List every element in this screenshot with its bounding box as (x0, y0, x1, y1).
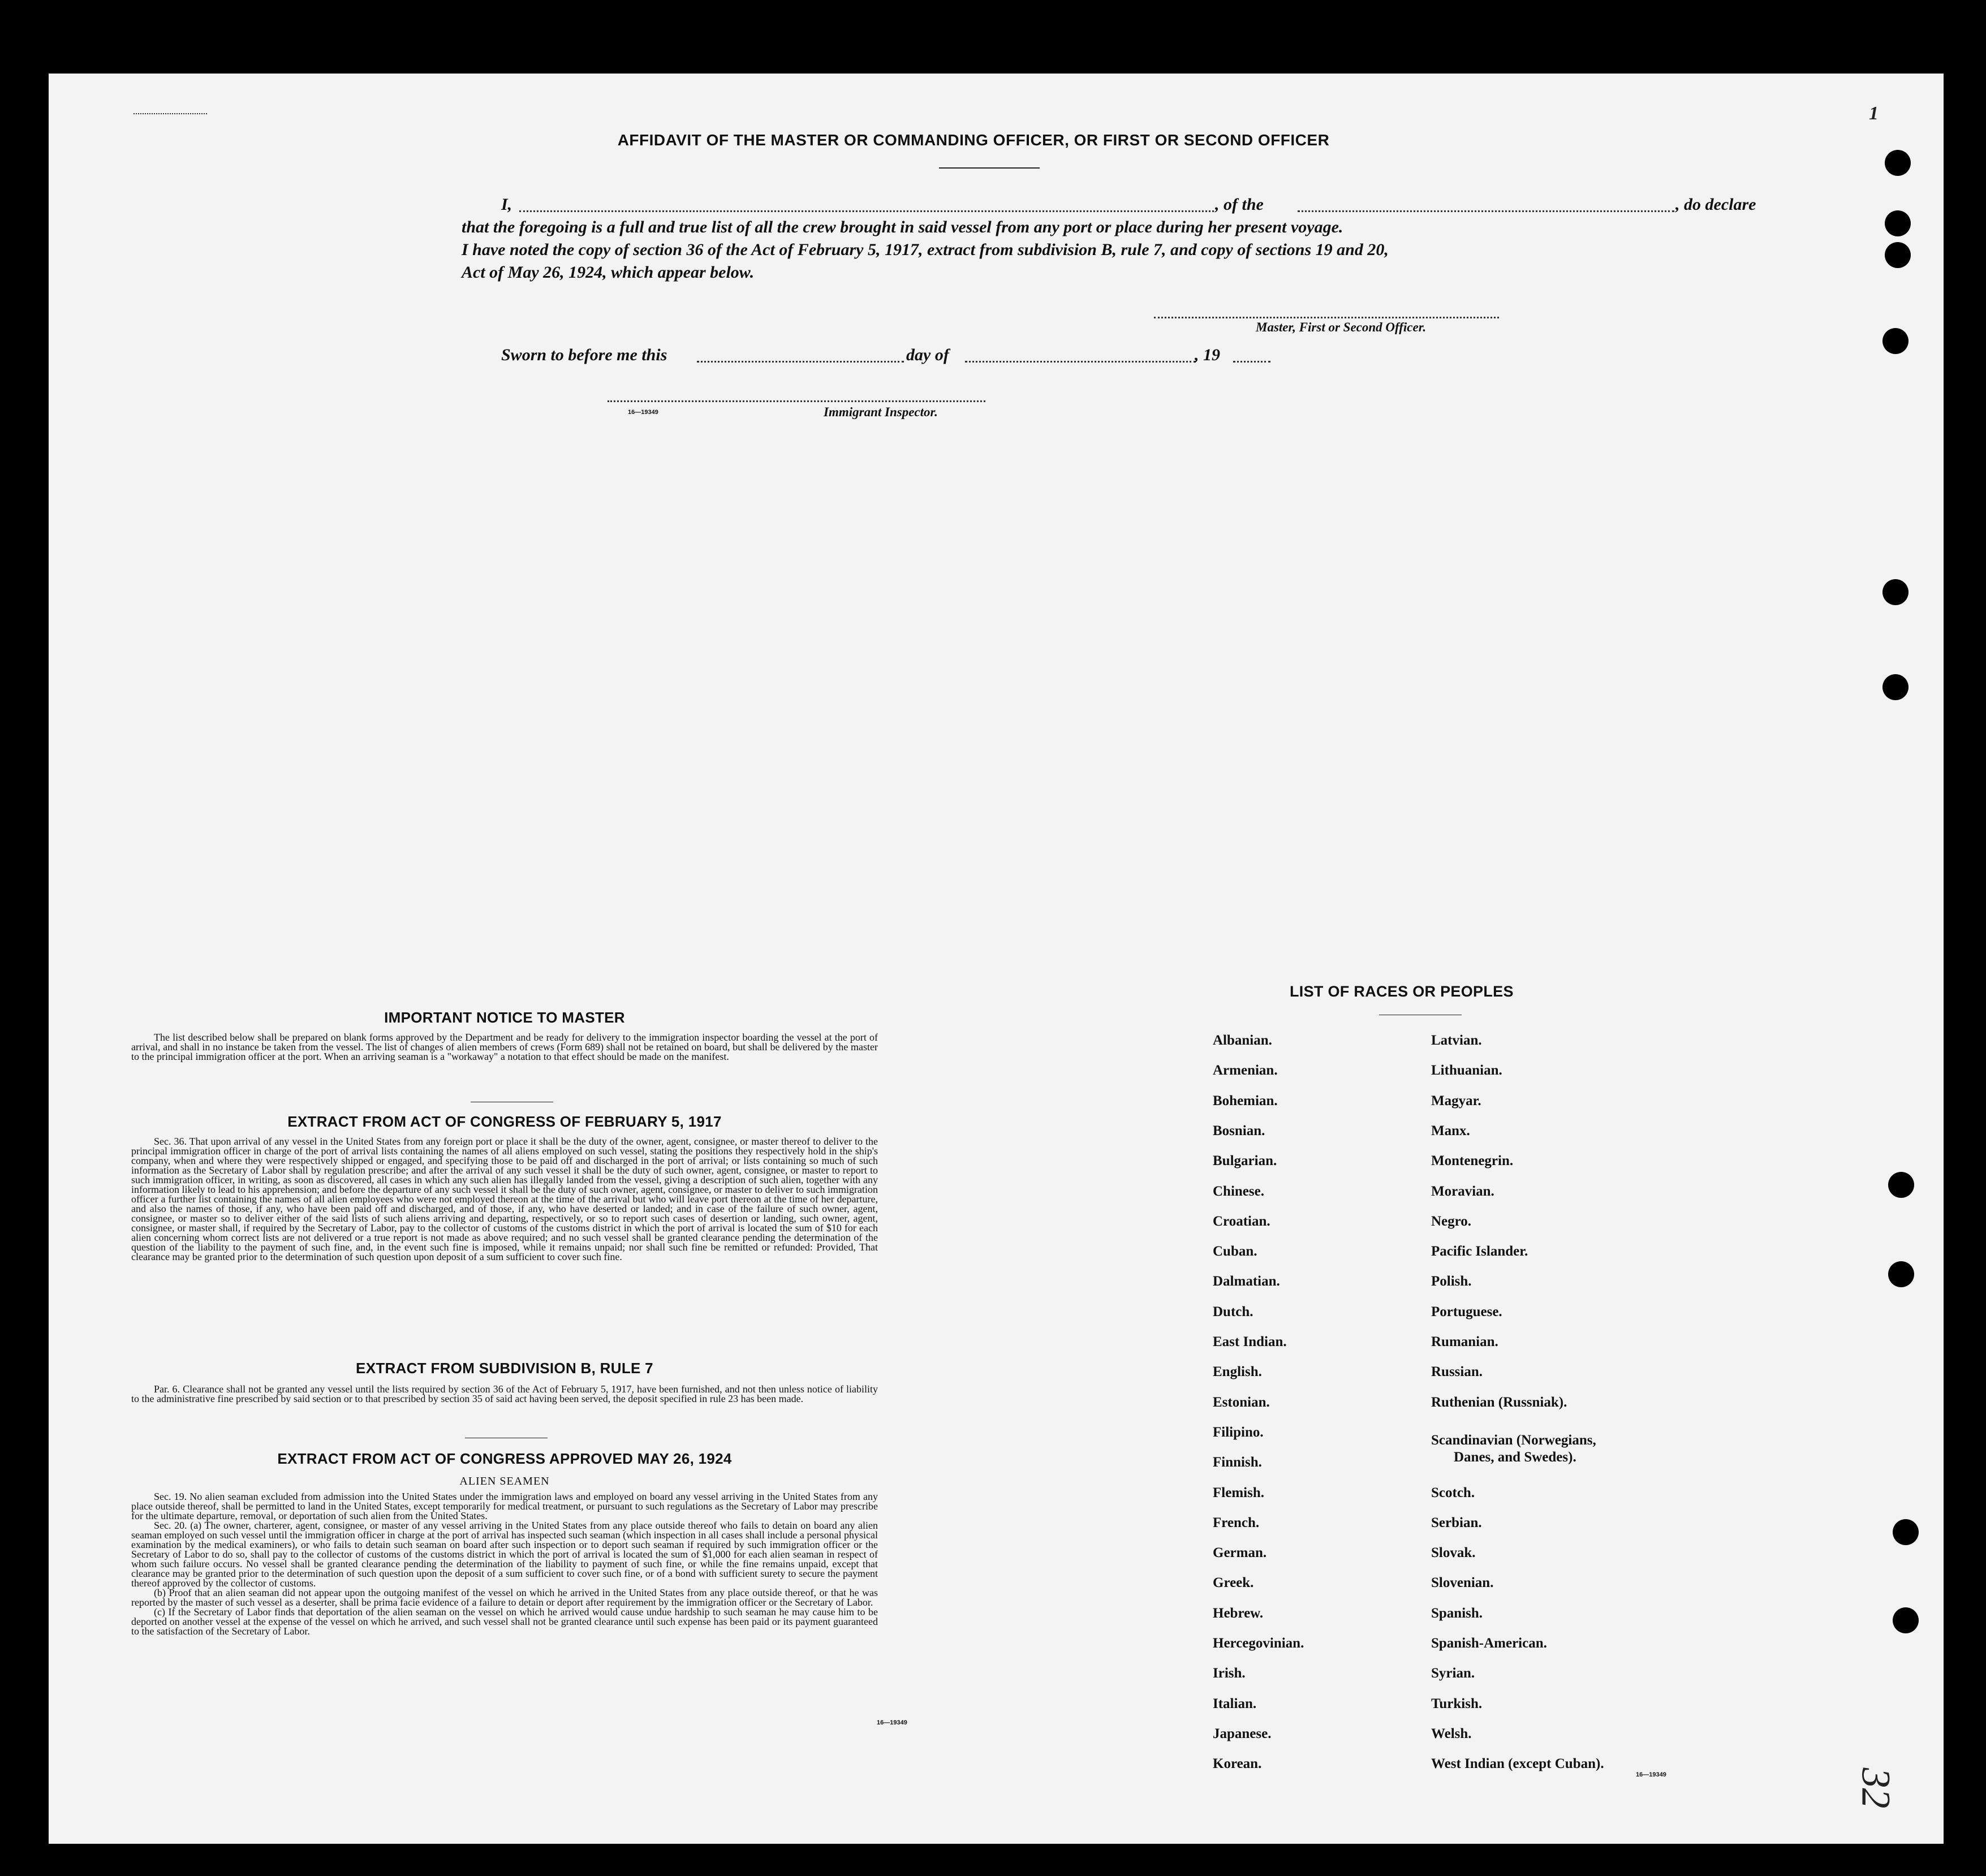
race-item: Dutch. (1213, 1304, 1253, 1319)
race-item: German. (1213, 1545, 1267, 1561)
handwritten-page-number: 32 (1853, 1767, 1899, 1809)
race-item: Rumanian. (1431, 1334, 1498, 1349)
declarant-name-blank[interactable] (519, 210, 1214, 212)
punch-hole (1882, 674, 1909, 700)
race-item: Scotch. (1431, 1485, 1475, 1500)
extract-1924-text (131, 1492, 878, 1636)
race-item: East Indian. (1213, 1334, 1287, 1349)
races-right-column (1431, 1033, 1770, 1825)
par6-paragraph: Par. 6. Clearance shall not be granted any vessel until the lists required by section 36 of the Act of February 5, 1917, have been furnished, and not then unless notice of liability to the administrative fine prescribed by said section or to that prescribed by section 35 of said act having been served, the deposit specified in rule 23 has been made. (131, 1383, 878, 1404)
race-item: Hebrew. (1213, 1605, 1264, 1621)
race-item: Polish. (1431, 1274, 1472, 1290)
affidavit-line3: I have noted the copy of section 36 of the Act of February 5, 1917, extract from subdivision B, rule 7, and copy of sections 19 and 20, (462, 240, 1389, 259)
races-title: LIST OF RACES OR PEOPLES (1290, 983, 1514, 1000)
extract-rule7-text (131, 1385, 878, 1404)
punch-hole (1882, 579, 1909, 605)
of-the-label: , of the (1215, 195, 1264, 214)
race-item: Finnish. (1213, 1455, 1262, 1470)
race-item: Flemish. (1213, 1485, 1264, 1500)
affidavit-form-number: 16—19349 (628, 409, 658, 416)
inspector-signature-line[interactable] (608, 400, 985, 402)
race-item: West Indian (except Cuban). (1431, 1756, 1604, 1772)
race-item: Ruthenian (Russniak). (1431, 1394, 1567, 1410)
affidavit-title: AFFIDAVIT OF THE MASTER OR COMMANDING OFFICER, OR FIRST OR SECOND OFFICER (617, 131, 1330, 149)
notice-title: IMPORTANT NOTICE TO MASTER (384, 1009, 625, 1026)
races-form-number: 16—19349 (1636, 1771, 1666, 1778)
race-item: Bosnian. (1213, 1123, 1265, 1138)
race-item: Serbian. (1431, 1515, 1482, 1530)
sworn-prefix: Sworn to before me this (501, 346, 667, 364)
top-right-mark: 1 (1869, 103, 1879, 124)
race-item: Manx. (1431, 1123, 1470, 1138)
race-item: Japanese. (1213, 1726, 1272, 1741)
sec20c-paragraph: (c) If the Secretary of Labor finds that deportation of the alien seaman on the vessel on which he arrived would cause undue hardship to such seaman he may cause him to be deported on another vessel at the expense of the vessel on which he arrived, and such vessel shall not be granted clearance until such expense has been paid or its payment guaranteed to the satisfaction of the Secretary of Labor. (131, 1606, 878, 1637)
punch-hole (1893, 1607, 1919, 1633)
race-item: Spanish. (1431, 1605, 1483, 1621)
race-item: Greek. (1213, 1575, 1254, 1591)
affidavit-line1 (501, 193, 1756, 216)
race-item: Bulgarian. (1213, 1153, 1277, 1169)
race-item: English. (1213, 1364, 1262, 1380)
top-left-mark (133, 113, 207, 114)
do-declare-label: , do declare (1675, 195, 1756, 214)
race-item: French. (1213, 1515, 1260, 1530)
race-item: Pacific Islander. (1431, 1244, 1528, 1260)
punch-hole (1888, 1261, 1914, 1287)
races-left-column (1213, 1033, 1416, 1825)
race-item: Cuban. (1213, 1244, 1257, 1260)
race-item: Spanish-American. (1431, 1636, 1547, 1651)
race-item: Dalmatian. (1213, 1274, 1280, 1290)
race-item: Italian. (1213, 1696, 1257, 1711)
sec20a-paragraph: Sec. 20. (a) The owner, charterer, agent, consignee, or master of any vessel arriving in the United States from any place outside thereof who fails to detain on board any alien seaman employed on such vessel until the immigration officer in charge at the port of arrival has inspected such seaman (which inspection in all cases shall include a personal physical examination by the medical examiners), or who fails to detain such seaman on board after such inspection or to deport such seaman if required by such immigration officer or the Secretary of Labor to do so, shall pay to the collector of customs of the customs district in which the port of arrival is located the sum of $1,000 for each alien seaman in respect of whom such failure occurs. No vessel shall be granted clearance pending the determination of the liability to payment of such fine, or while the fine remains unpaid, except that clearance may be granted prior to the determination of such question upon the deposit of a sum sufficient to cover such fine, or of a bond with sufficient surety to secure the payment thereof approved by the collector of customs. (131, 1520, 878, 1589)
race-item: Hercegovinian. (1213, 1636, 1304, 1651)
race-item: Lithuanian. (1431, 1063, 1502, 1079)
notice-text (131, 1033, 878, 1062)
sec20b-paragraph: (b) Proof that an alien seaman did not appear upon the outgoing manifest of the vessel on which he arrived in the United States from any place outside thereof, or that he was reported by the master of such vessel as a deserter, shall be prima facie evidence of a failure to detain or deport after requirement by the immigration officer or the Secretary of Labor. (131, 1587, 878, 1608)
race-item: Scandinavian (Norwegians, (1431, 1432, 1596, 1448)
punch-hole (1888, 1172, 1914, 1198)
affidavit-line4: Act of May 26, 1924, which appear below. (462, 263, 755, 282)
vessel-name-blank[interactable] (1298, 210, 1674, 212)
sworn-line (501, 344, 1327, 366)
race-item: Latvian. (1431, 1033, 1482, 1048)
race-item: Albanian. (1213, 1033, 1272, 1048)
race-item: Estonian. (1213, 1394, 1270, 1410)
race-item: Negro. (1431, 1213, 1472, 1229)
officer-caption: Master, First or Second Officer. (1256, 320, 1427, 334)
race-item: Syrian. (1431, 1666, 1475, 1681)
race-item: Moravian. (1431, 1183, 1494, 1199)
race-item: Turkish. (1431, 1696, 1483, 1711)
extract-1924-title: EXTRACT FROM ACT OF CONGRESS APPROVED MAY 26, 1924 (277, 1450, 732, 1467)
race-item: Magyar. (1431, 1093, 1481, 1109)
punch-hole (1893, 1519, 1919, 1545)
sec36-paragraph: Sec. 36. That upon arrival of any vessel in the United States from any foreign port or place it shall be the duty of the owner, agent, consignee, or master thereof to deliver to the principal immigration officer in charge of the port of arrival lists containing the names of all aliens employed on such vessel, stating the positions they respectively hold in the ship's company, when and where they were respectively shipped or engaged, and specifying those to be paid off and discharged in the port of arrival; or lists containing so much of such information as the Secretary of Labor shall by regulation prescribe; and after the arrival of any such vessel it shall be the duty of such owner, agent, consignee, or master to report to such immigration officer, in writing, as soon as discovered, all cases in which any such alien has illegally landed from the vessel, giving a description of such alien, together with any information likely to lead to his apprehension; and before the departure of any such vessel it shall be the duty of such owner, agent, consignee, or master to deliver to such immigration officer a further list containing the names of all alien employees who were not employed thereon at the time of the arrival but who will leave port thereon at the time of her departure, and also the names of those, if any, who have been paid off and discharged, and of those, if any, who have deserted or landed; and in case of the failure of such owner, agent, consignee, or master so to deliver either of the said lists of such aliens arriving and departing, respectively, or so to report such cases of desertion or landing, such owner, agent, consignee, or master shall, if required by the Secretary of Labor, pay to the collector of customs of the customs district in which the port of arrival is located the sum of $10 for each alien concerning whom correct lists are not delivered or a true report is not made as above required; and no such vessel shall be granted clearance pending the determination of the question of the liability to the payment of such fine, and, in the event such fine is imposed, while it remains unpaid; nor shall such fine be remitted or refunded: Provided, That clearance may be granted prior to the determination of such question upon deposit of a sum sufficient to cover such fine. (131, 1136, 878, 1262)
race-item: Chinese. (1213, 1183, 1264, 1199)
officer-signature-line[interactable] (1154, 317, 1499, 318)
race-item: Welsh. (1431, 1726, 1472, 1741)
extract-rule7-title: EXTRACT FROM SUBDIVISION B, RULE 7 (356, 1360, 653, 1377)
race-item: Russian. (1431, 1364, 1483, 1380)
extract-1917-title: EXTRACT FROM ACT OF CONGRESS OF FEBRUARY 5, 1917 (287, 1113, 722, 1130)
sworn-year-blank[interactable] (1233, 361, 1270, 363)
punch-hole (1885, 242, 1911, 268)
race-item: Slovenian. (1431, 1575, 1494, 1591)
race-item-continuation: Danes, and Swedes). (1454, 1449, 1576, 1465)
punch-hole (1882, 328, 1909, 354)
notice-paragraph: The list described below shall be prepared on blank forms approved by the Department and be ready for delivery to the immigration inspector boarding the vessel at the port of arrival, and shall in no instance be taken from the vessel. The list of changes of alien members of crews (Form 689) shall not be retained on board, but shall be delivered by the master to the principal immigration officer at the port. When an arriving seaman is a "workaway" a notation to that effect should be made on the manifest. (131, 1032, 878, 1062)
declarant-i-label: I, (501, 195, 512, 214)
race-item: Armenian. (1213, 1063, 1278, 1079)
race-item: Filipino. (1213, 1424, 1264, 1440)
punch-hole (1885, 150, 1911, 176)
sec19-paragraph: Sec. 19. No alien seaman excluded from admission into the United States under the immigration laws and employed on board any vessel arriving in the United States from any place outside thereof, shall be permitted to land in the United States, except temporarily for medical treatment, or pursuant to such regulations as the Secretary of Labor may prescribe for the ultimate departure, removal, or deportation of such alien from the United States. (131, 1491, 878, 1521)
sworn-day-blank[interactable] (697, 361, 904, 363)
sworn-year: , 19 (1195, 346, 1220, 364)
affidavit-line2: that the foregoing is a full and true list of all the crew brought in said vessel from any port or place during her present voyage. (462, 218, 1343, 236)
extract-1917-text (131, 1137, 878, 1262)
race-item: Portuguese. (1431, 1304, 1502, 1319)
extract-1924-subtitle: ALIEN SEAMEN (459, 1475, 550, 1487)
race-item: Slovak. (1431, 1545, 1476, 1561)
title-underline (939, 167, 1040, 169)
race-item: Montenegrin. (1431, 1153, 1514, 1169)
extract-form-number: 16—19349 (877, 1719, 907, 1726)
race-item: Croatian. (1213, 1213, 1270, 1229)
document-page (49, 74, 1944, 1844)
race-item: Korean. (1213, 1756, 1262, 1772)
sworn-month-blank[interactable] (965, 361, 1196, 363)
sworn-day-of: day of (906, 346, 949, 364)
punch-hole (1885, 210, 1911, 236)
inspector-caption: Immigrant Inspector. (824, 405, 938, 419)
race-item: Irish. (1213, 1666, 1246, 1681)
race-item: Bohemian. (1213, 1093, 1278, 1109)
